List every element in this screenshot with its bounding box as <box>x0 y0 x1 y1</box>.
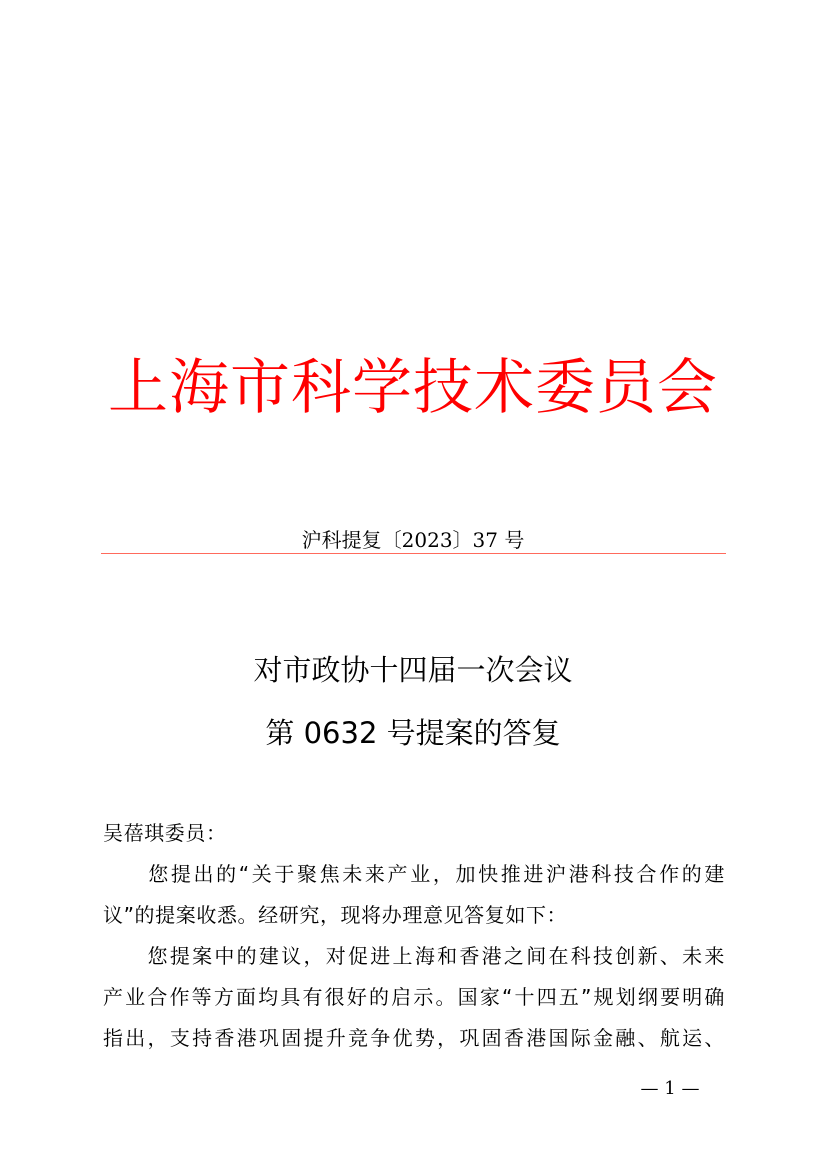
red-separator-line <box>101 553 726 554</box>
issuing-organization-header: 上海市科学技术委员会 <box>108 353 718 423</box>
salutation: 吴蓓琪委员： <box>103 821 227 845</box>
body-paragraph-line: 指出，支持香港巩固提升竞争优势，巩固香港国际金融、航运、 <box>103 1026 725 1050</box>
body-paragraph-line: 您提案中的建议，对促进上海和香港之间在科技创新、未来 <box>103 944 725 968</box>
document-title-line-2: 第 0632 号提案的答复 <box>265 716 561 750</box>
document-title-line-1: 对市政协十四届一次会议 <box>253 653 573 687</box>
document-number: 沪科提复〔2023〕37 号 <box>301 528 525 552</box>
body-paragraph-line: 您提出的“关于聚焦未来产业，加快推进沪港科技合作的建 <box>103 862 725 886</box>
page-number: — 1 — <box>640 1078 700 1099</box>
body-paragraph-line: 议”的提案收悉。经研究，现将办理意见答复如下： <box>103 903 568 927</box>
body-paragraph-line: 产业合作等方面均具有很好的启示。国家“十四五”规划纲要明确 <box>103 985 725 1009</box>
